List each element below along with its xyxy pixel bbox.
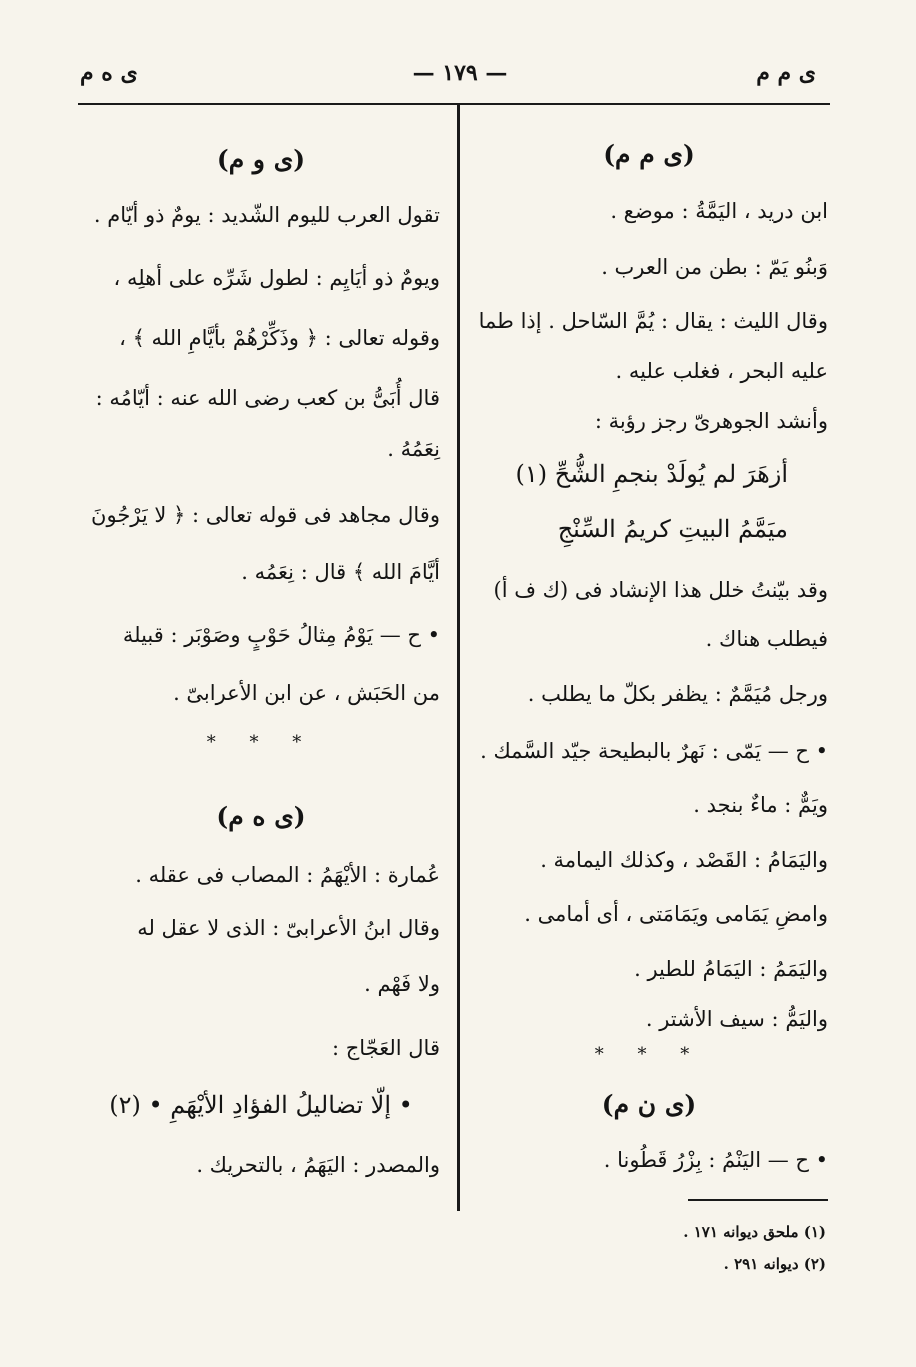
footnote-2: (٢) ديوانه ٢٩١ . xyxy=(723,1255,826,1273)
entry-line: عليه البحر ، فغلب عليه . xyxy=(615,359,828,383)
entry-line: تقول العرب لليوم الشّديد : يومٌ ذو أيّام . xyxy=(93,203,440,227)
entry-line: قال العَجّاج : xyxy=(332,1036,440,1060)
header-root-right: ى م م xyxy=(756,60,816,86)
entry-line: قال أُبَىُّ بن كعب رضى الله عنه : أيّامُه : xyxy=(95,386,440,410)
entry-line: وأنشد الجوهرىّ رجز رؤبة : xyxy=(594,409,828,433)
entry-line: ويَمٌّ : ماءٌ بنجد . xyxy=(693,793,828,817)
entry-line: وقال الليث : يقال : يُمَّ السّاحل . إذا طما xyxy=(478,309,828,333)
entry-line: • ح — يَمّى : نَهرٌ بالبطيحة جيّد السَّمك . xyxy=(480,739,828,763)
header-root-left: ى ه م xyxy=(80,60,138,86)
verse-line: ميَمَّمُ البيتِ كريمُ السِّنْجِ xyxy=(557,515,788,543)
entry-line: • ح — اليَنْمُ : بِزْرُ قَطُونا . xyxy=(603,1148,828,1172)
section-title-yanm: (ى ن م) xyxy=(601,1090,697,1119)
section-title-yamm: (ى م م) xyxy=(603,140,695,169)
entry-line: ابن دريد ، اليَمَّةُ : موضع . xyxy=(610,199,828,223)
entry-line: واليَمَمُ : اليَمَامُ للطير . xyxy=(634,957,828,981)
header-rule xyxy=(78,103,830,105)
entry-line: من الحَبَش ، عن ابن الأعرابىّ . xyxy=(173,681,440,705)
verse-line: أزهَرَ لم يُولَدْ بنجمِ الشُّحِّ (١) xyxy=(515,460,788,488)
entry-line: والمصدر : اليَهَمُ ، بالتحريك . xyxy=(196,1153,440,1177)
entry-line: وقال ابنُ الأعرابىّ : الذى لا عقل له xyxy=(137,916,440,940)
entry-line: نِعَمُهُ . xyxy=(387,437,440,461)
entry-line: وقد بيّنتُ خلل هذا الإنشاد فى (ك ف أ) xyxy=(493,578,828,602)
section-title-yahm: (ى ه م) xyxy=(216,802,306,831)
entry-line: وقوله تعالى : ﴿ وذَكِّرْهُمْ بأيَّامِ الله ﴾ ، xyxy=(119,326,440,350)
entry-line: واليَمُّ : سيف الأشتر . xyxy=(645,1007,828,1031)
entry-line: ولا فَهْم . xyxy=(364,972,440,996)
entry-line: وقال مجاهد فى قوله تعالى : ﴿ لا يَرْجُونَ xyxy=(91,503,440,527)
verse-line: • إلّا تضاليلُ الفؤادِ الأيْهَمِ • (٢) xyxy=(109,1091,413,1119)
section-separator: * * * xyxy=(594,1044,704,1065)
entry-line: أيَّامَ الله ﴾ قال : نِعَمُه . xyxy=(241,560,440,584)
section-separator: * * * xyxy=(206,732,316,753)
column-divider xyxy=(457,104,460,1211)
entry-line: وَبنُو يَمّ : بطن من العرب . xyxy=(601,255,828,279)
entry-line: وامضِ يَمَامى ويَمَامَتى ، أى أمامى . xyxy=(524,902,828,926)
footnote-1: (١) ملحق ديوانه ١٧١ . xyxy=(683,1223,826,1241)
entry-line: ورجل مُيَمَّمٌ : يظفر بكلّ ما يطلب . xyxy=(527,682,828,706)
entry-line: فيطلب هناك . xyxy=(705,627,828,651)
footnote-rule xyxy=(688,1199,828,1201)
section-title-yawm: (ى و م) xyxy=(216,145,306,174)
entry-line: • ح — يَوْمُ مِثالُ حَوْبٍ وصَوْبَر : قبيلة xyxy=(122,623,440,647)
page-number: — ١٧٩ — xyxy=(412,60,508,86)
entry-line: عُمارة : الأيْهَمُ : المصاب فى عقله . xyxy=(135,863,440,887)
entry-line: ويومٌ ذو أيَايِم : لطول شَرِّه على أهلِه ، xyxy=(113,266,440,290)
entry-line: واليَمَامُ : القَصْد ، وكذلك اليمامة . xyxy=(540,848,828,872)
